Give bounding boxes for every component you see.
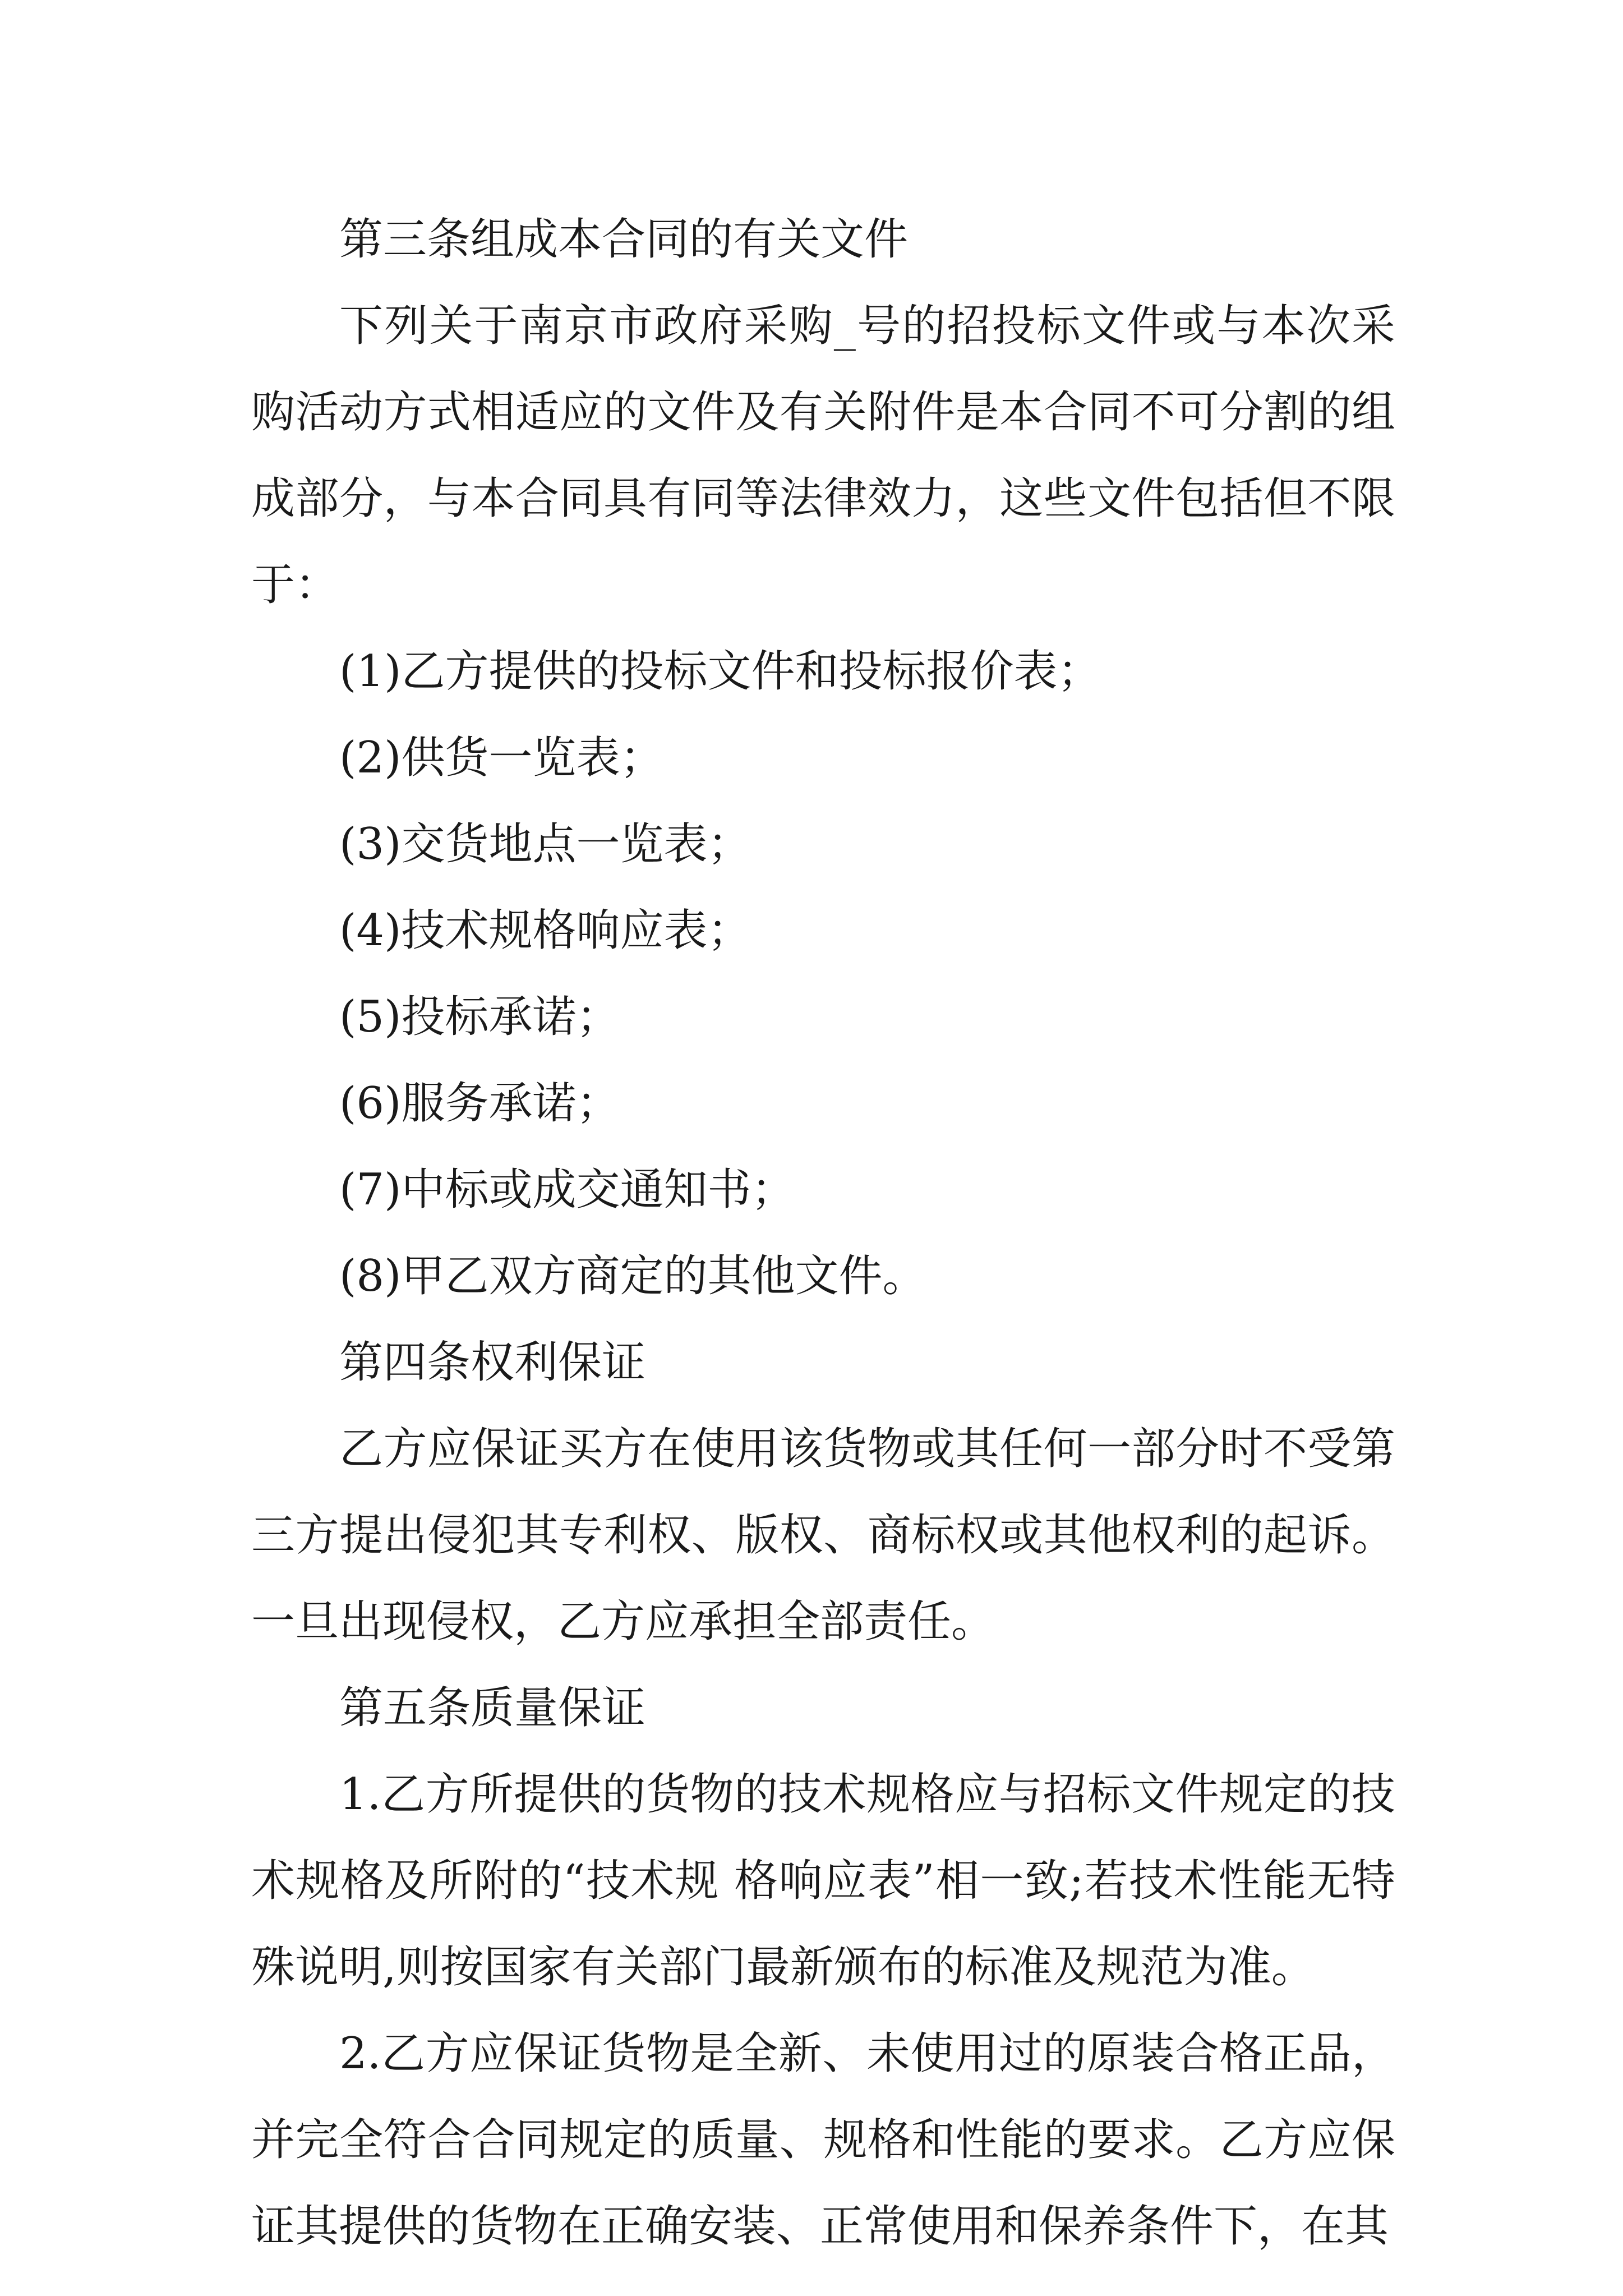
section-5-clause-2: 2.乙方应保证货物是全新、未使用过的原装合格正品，并完全符合合同规定的质量、规格和性能的要求。乙方应保证其提供的货物在正确安装、正常使用和保养条件下，在其 [251,2028,1395,2252]
section-4-heading: 第四条权利保证 [339,1337,646,1388]
section-3-heading: 第三条组成本合同的有关文件 [339,214,909,265]
list-item-4: (4)技术规格响应表； [339,905,751,956]
section-4-paragraph: 乙方应保证买方在使用该货物或其任何一部分时不受第三方提出侵犯其专利权、版权、商标权或其他权利的起诉。一旦出现侵权，乙方应承担全部责任。 [251,1424,1395,1647]
list-item-8: (8)甲乙双方商定的其他文件。 [339,1251,926,1301]
list-item-1: (1)乙方提供的投标文件和投标报价表； [339,646,1101,697]
list-item-7: (7)中标或成交通知书； [339,1165,795,1215]
section-3-intro-paragraph: 下列关于南京市政府采购_号的招投标文件或与本次采购活动方式相适应的文件及有关附件是本合同不可分割的组成部分，与本合同具有同等法律效力，这些文件包括但不限于： [251,301,1395,610]
section-5-clause-1: 1.乙方所提供的货物的技术规格应与招标文件规定的技术规格及所附的“技术规 格响应表”相一致;若技术性能无特殊说明,则按国家有关部门最新颁布的标准及规范为准。 [251,1769,1395,1993]
document-body [251,196,1395,2270]
list-item-6: (6)服务承诺； [339,1078,620,1129]
list-item-2: (2)供货一览表； [339,733,664,783]
list-item-5: (5)投标承诺； [339,992,620,1042]
list-item-3: (3)交货地点一览表； [339,819,751,869]
section-5-heading: 第五条质量保证 [339,1683,646,1733]
